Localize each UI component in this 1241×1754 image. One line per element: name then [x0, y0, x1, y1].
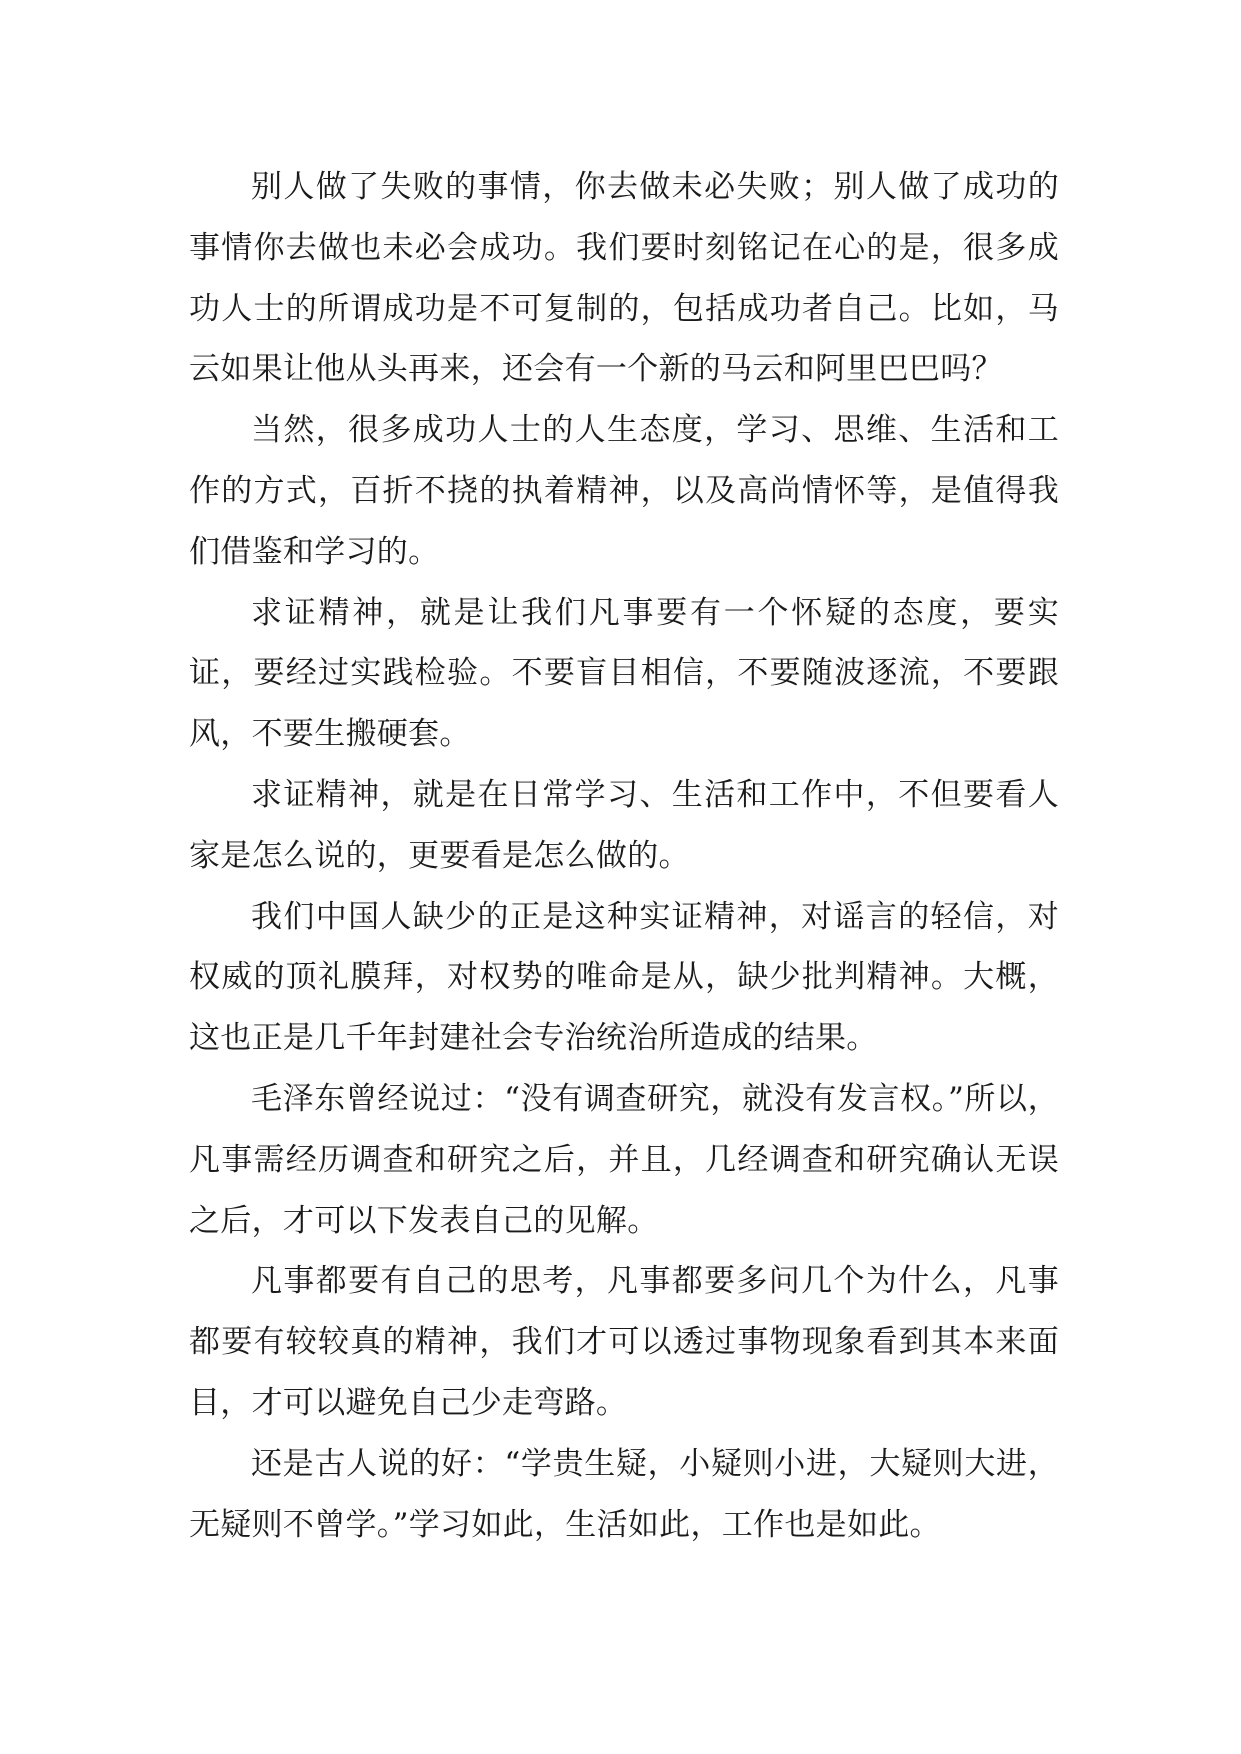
paragraph-4: 求证精神，就是在日常学习、生活和工作中，不但要看人家是怎么说的，更要看是怎么做的。	[189, 776, 1059, 874]
paragraph-5: 我们中国人缺少的正是这种实证精神，对谣言的轻信，对权威的顶礼膜拜，对权势的唯命是从，缺少批判精神。大概，这也正是几千年封建社会专治统治所造成的结果。	[189, 898, 1059, 1057]
paragraph-8: 还是古人说的好：“学贵生疑，小疑则小进，大疑则大进，无疑则不曾学。”学习如此，生活如此，工作也是如此。	[189, 1445, 1059, 1543]
paragraph-6: 毛泽东曾经说过：“没有调查研究，就没有发言权。”所以，凡事需经历调查和研究之后，并且，几经调查和研究确认无误之后，才可以下发表自己的见解。	[189, 1080, 1059, 1239]
paragraph-2: 当然，很多成功人士的人生态度，学习、思维、生活和工作的方式，百折不挠的执着精神，以及高尚情怀等，是值得我们借鉴和学习的。	[189, 412, 1059, 570]
document-body	[189, 157, 1059, 1555]
paragraph-3: 求证精神，就是让我们凡事要有一个怀疑的态度，要实证，要经过实践检验。不要盲目相信，不要随波逐流，不要跟风，不要生搬硬套。	[189, 594, 1059, 753]
paragraph-7: 凡事都要有自己的思考，凡事都要多问几个为什么，凡事都要有较较真的精神，我们才可以透过事物现象看到其本来面目，才可以避免自己少走弯路。	[189, 1263, 1059, 1421]
paragraph-1: 别人做了失败的事情，你去做未必失败；别人做了成功的事情你去做也未必会成功。我们要时刻铭记在心的是，很多成功人士的所谓成功是不可复制的，包括成功者自己。比如，马云如果让他从头再来，还会有一个新的马云和阿里巴巴吗？	[189, 169, 1059, 388]
